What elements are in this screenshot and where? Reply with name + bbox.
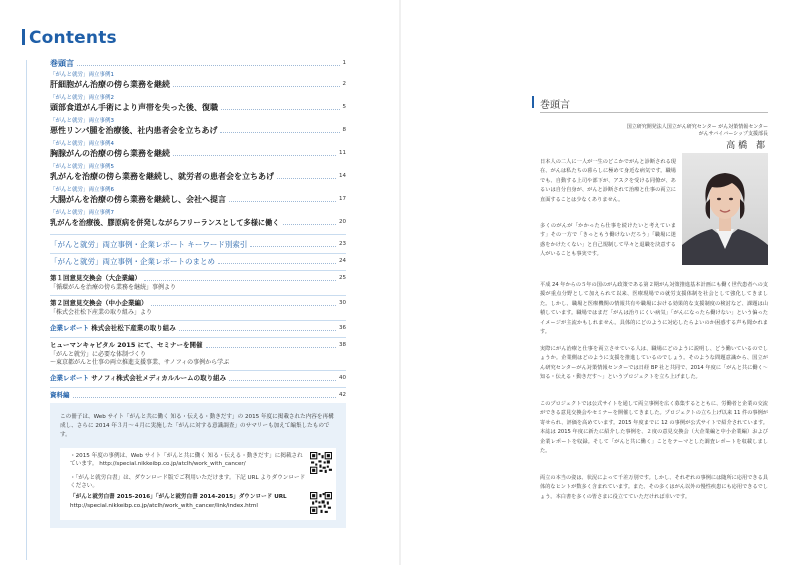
margin-rule: [26, 60, 27, 560]
info-note-download: ・「がんと就労白書」は、ダウンロード版でご利用いただけます。下記 URL よりダウンロードください。: [70, 475, 306, 489]
author-portrait: [682, 153, 768, 265]
info-box: [50, 403, 346, 528]
toc-divider: [50, 253, 346, 254]
toc-divider: [50, 387, 346, 388]
toc-divider: [50, 320, 346, 321]
toc-divider: [50, 337, 346, 338]
foreword-paragraph: 日本人の二人に一人が一生のどこかでがんと診断される現在、がんは私たちの暮らしに極めて身近な病気です。職場でも、自動する上司や部下が、アスクを受ける同僚が、あるいは自分自身が、がんと診断されて治療と仕事の両立に直面することは少なくありません。: [540, 159, 676, 203]
toc-entry-summary[interactable]: 「がんと就労」両立事例・企業レポートのまとめ 24: [50, 257, 346, 266]
info-download-url[interactable]: http://special.nikkeibp.co.jp/atclh/work_with_cancer/link/index.html: [70, 503, 258, 509]
toc-entry-case-2[interactable]: 「がんと就労」両立事例2 頭部食道がん手術により声帯を失った後、復職 5: [50, 95, 346, 112]
foreword-paragraph: 多くのがんが「かかったら仕事を続けたいと考えています」その一方で「きっともう働けないだろう」「職場に迷惑をかけたくない」と自己規制して早々と退職を決意する人がいることも事実です。: [540, 223, 676, 258]
qr-code-icon: [310, 492, 332, 514]
section-title: 巻頭言: [540, 100, 570, 111]
author-name: 高橋 都: [726, 141, 768, 151]
qr-code-icon: [310, 452, 332, 474]
toc-divider: [50, 270, 346, 271]
toc-divider: [50, 370, 346, 371]
foreword-page: [400, 0, 800, 565]
info-paragraph: この冊子は、Web サイト「がんと共に働く 知る・伝える・動きだす」の 2015 年度に掲載された内容を再構成し、さらに 2014 年３月～４月に実施した「がんに対する意識調査」のサマリーも加えて編集したものです。: [60, 414, 334, 438]
toc-entry-meeting-2[interactable]: 第２回意見交換会（中小企業編） 30 「株式会社松下産業の取り組み」より: [50, 299, 346, 316]
toc-entry-seminar[interactable]: ヒューマンキャピタル 2015 にて、セミナーを開催 38 「がんと就労」に必要な体制づくり ～東京都がんと仕事の両立推進支援事業、サノフィの事例から学ぶ: [50, 341, 346, 366]
toc-entry-case-6[interactable]: 「がんと就労」両立事例6 大腸がんを治療の傍ら業務を継続し、会社へ提言 17: [50, 187, 346, 204]
toc-entry-report-1[interactable]: 企業レポート 株式会社松下産業の取り組み 36: [50, 324, 346, 332]
section-accent-bar: [532, 96, 534, 108]
toc-entry-case-3[interactable]: 「がんと就労」両立事例3 悪性リンパ腫を治療後、社内患者会を立ちあげ 8: [50, 118, 346, 135]
toc-entry-report-2[interactable]: 企業レポート サノフィ株式会社メディカルルームの取り組み 40: [50, 374, 346, 382]
toc-entry-meeting-1[interactable]: 第１回意見交換会（大企業編） 25 「循環がんを治療の傍ら業務を継続」事例より: [50, 274, 346, 291]
toc-entry-foreword[interactable]: 巻頭言 1: [50, 58, 346, 68]
info-links-panel: [60, 448, 336, 520]
foreword-paragraph: 実際にがん治療と仕事を両立させている人は、職場にどのように説明し、どう働いているのでしょうか。企業側はどのように支援を推進しているのでしょう。そのような問題意識から、国立がん研究センターがん対策情報センターでは日経 BP 社と共同で、2014 年度に「がんと共に働く～知る・伝える・動きだす～」というプロジェクトを立ち上げました。: [540, 346, 768, 381]
toc-entry-case-7[interactable]: 「がんと就労」両立事例7 乳がんを治療後、膠原病を併発しながらフリーランスとして多様に働く 20: [50, 210, 346, 227]
toc-divider: [50, 295, 346, 296]
toc-divider: [50, 234, 346, 235]
contents-heading: Contents: [22, 28, 117, 48]
foreword-paragraph: 両立の本当の姿は、状況によって千差万別です。しかし、それぞれの事例には随所に応用できる具体的なヒントが数多く含まれています。また、その多くはがん以外の慢性疾患にも応用できるでしょう。本白書を多くの皆さまに役立てていただければ幸いです。: [540, 475, 768, 500]
info-download-heading: 「がんと就労白書 2015-2016」「がんと就労白書 2014-2015」ダウンロード URL: [70, 494, 287, 500]
foreword-paragraph: このプロジェクトでは公式サイトを通して両立事例を広く募集するとともに、労働者と企業の交流ができる意見交換会やセミナーを開催してきました。プロジェクトの立ち上げ以来 11 件の事例が寄せられ、評価を高めています。2015 年度までに 12 の事例が公式サイトで紹介されています。本誌は 2015 年度に新たに紹介した事例を、２度の意見交換会（大企業編と中小企業編）および企業レポートを収録。そして「がんと共に働く」ことをテーマとした調査レポートを収載しました。: [540, 401, 768, 455]
toc-entry-keyword-index[interactable]: 「がんと就労」両立事例・企業レポート キーワード別索引 23: [50, 240, 346, 249]
toc-entry-case-1[interactable]: 「がんと就労」両立事例1 肝細胞がん治療の傍ら業務を継続 2: [50, 72, 346, 89]
foreword-paragraph: 平成 24 年からの５年の国のがん政策である第２期がん対策推進基本計画にも働く世代患者への支援が重点分野として加えられて以来、医療現場での就労支援体制を社会として強化してきました。しかし、職場と医療機関の情報共有や職場における効果的な支援制度の検討など、課題は山積しています。職場ではまだ「がんは治りにくい病気」「がんになったら働けない」という偏ったイメージが主流かもしれません。具体的にどのように対応したらよいのか困惑する声も聞かれます。: [540, 282, 768, 336]
toc-entry-case-4[interactable]: 「がんと就労」両立事例4 胸腺がんの治療の傍ら業務を継続 11: [50, 141, 346, 158]
author-affiliation: 国立研究開発法人国立がん研究センター がん対策情報センター がんサバイバーシップ支援部長: [626, 124, 768, 137]
info-note-web: ・2015 年度の事例は、Web サイト「がんと共に働く 知る・伝える・動きだす」に掲載されています。 http://special.nikkeibp.co.jp/atclh/work_with_cancer/: [70, 453, 303, 467]
toc-entry-case-5[interactable]: 「がんと就労」両立事例5 乳がんを治療の傍ら業務を継続し、就労者の患者会を立ちあげ 14: [50, 164, 346, 181]
toc-entry-appendix[interactable]: 資料編 42: [50, 391, 346, 399]
section-rule: [540, 112, 768, 113]
